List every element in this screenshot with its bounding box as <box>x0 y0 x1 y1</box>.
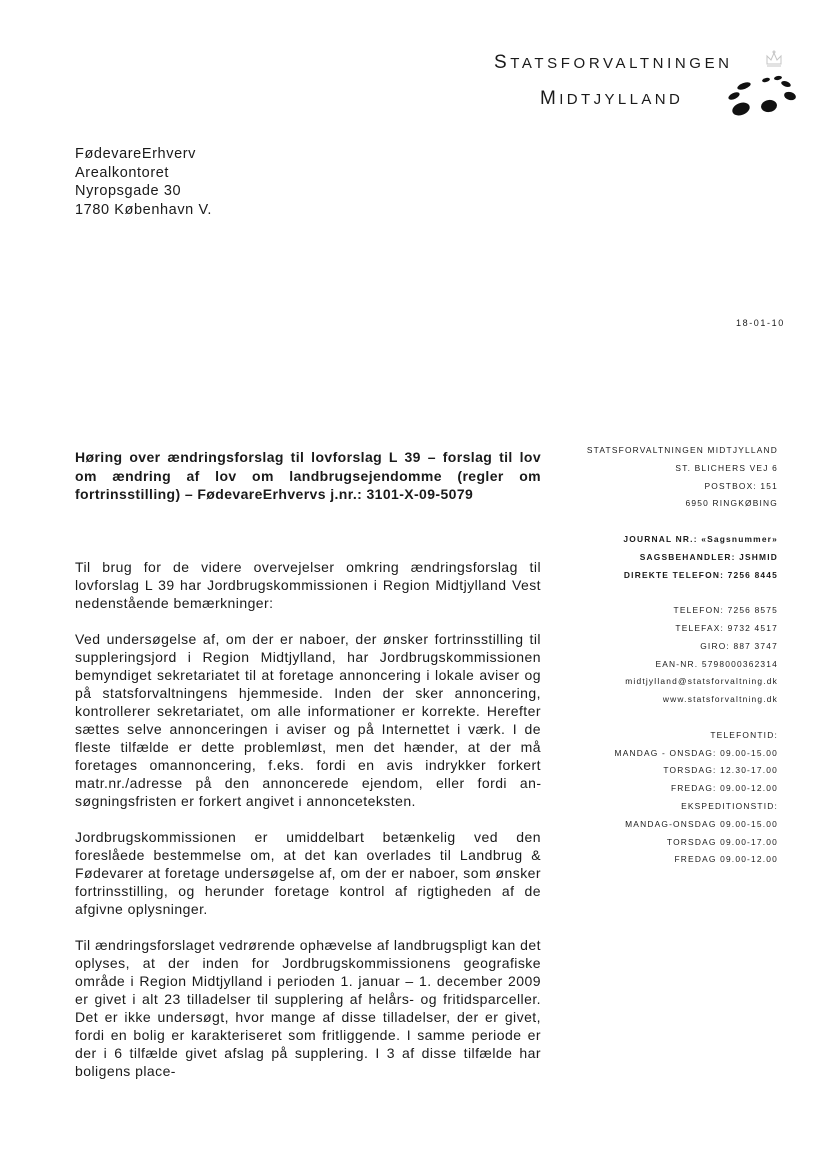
phone-hours-title: TELEFONTID: <box>710 729 778 740</box>
recipient-line: Nyropsgade 30 <box>75 183 182 199</box>
recipient-address <box>75 145 212 219</box>
office-hours-mon-wed: MANDAG-ONSDAG 09.00-15.00 <box>625 818 778 829</box>
spacer <box>518 513 778 531</box>
letterhead-line-1-rest: TATSFORVALTNINGEN <box>510 55 733 72</box>
spacer <box>518 584 778 602</box>
sender-street: ST. BLICHERS VEJ 6 <box>675 462 778 473</box>
crown-icon <box>764 50 784 68</box>
office-hours-title: EKSPEDITIONSTID: <box>681 800 778 811</box>
letter-subject: Høring over ændringsforslag til lovforslag L 39 – forslag til lov om ændring af lov om landbrugsejendomme (regler om fortrinsstilling) – FødevareErhvervs j.nr.: 3101-X-09-5079 <box>75 449 541 502</box>
letter-body <box>75 558 541 1098</box>
body-paragraph: Ved undersøgelse af, om der er naboer, der ønsker fortrinsstilling til suppleringsjord i Region Midtjylland, har Jordbrugskommissionen bemyndiget sekretariatet til at foretage annoncering i lokale aviser og på statsforvaltningens hjemmeside. Inden der sker annoncering, kontrollerer sekretariatet, om alle informationer er korrekte. Herefter sættes selve annonceringen i aviser og på Internettet i værk. I de fleste tilfælde er dette problemløst, men det hænder, at der må foretages omannoncering, f.eks. fordi en avis indrykker forkert matr.nr./adresse på den annoncerede ejendom, eller fordi ansøgningsfristen er forkert angivet i annonceteksten. <box>75 631 541 809</box>
letter-date: 18-01-10 <box>736 318 785 328</box>
website-link[interactable]: www.statsforvaltning.dk <box>662 694 778 705</box>
body-paragraph: Til brug for de videre overvejelser omkring ændringsforslag til lovforslag L 39 har Jordbrugskommissionen i Region Midtjylland Vest nedenstående bemærkninger: <box>75 559 541 611</box>
dots-logo-icon <box>722 74 800 120</box>
phone-hours-thu: TORSDAG: 12.30-17.00 <box>663 765 778 776</box>
body-paragraph: Til ændringsforslaget vedrørende ophævelse af landbrugspligt kan det oplyses, at der inden for Jordbrugskommissionens geografiske område i Region Midtjylland i perioden 1. januar – 1. december 2009 er givet i alt 23 tilladelser til supplering af helårs- og fritidsparceller. Det er ikke undersøgt, hvor mange af disse tilladelser, der er givet, fordi en bolig er karakteriseret som fritliggende. I samme periode er der i 6 tilfælde givet afslag på supplering. I 3 af disse tilfælde har boligens place- <box>75 937 541 1079</box>
letterhead-line-2 <box>540 88 683 110</box>
giro: GIRO: 887 3747 <box>700 640 778 651</box>
caseworker: SAGSBEHANDLER: JSHMID <box>639 551 778 562</box>
letterhead-line-2-cap: M <box>540 88 560 109</box>
sender-city: 6950 RINGKØBING <box>685 498 778 509</box>
recipient-line: 1780 København V. <box>75 201 213 218</box>
journal-number: JOURNAL NR.: «Sagsnummer» <box>623 533 778 544</box>
letterhead-line-1 <box>494 52 733 74</box>
recipient-line: Arealkontoret <box>75 164 170 181</box>
sender-org-name: STATSFORVALTNINGEN MIDTJYLLAND <box>586 445 778 455</box>
phone-hours-mon-wed: MANDAG - ONSDAG: 09.00-15.00 <box>614 747 778 758</box>
spacer <box>518 709 778 727</box>
direct-phone: DIREKTE TELEFON: 7256 8445 <box>623 569 778 580</box>
recipient-line: FødevareErhverv <box>75 146 197 162</box>
fax: TELEFAX: 9732 4517 <box>675 622 778 633</box>
email-link[interactable]: midtjylland@statsforvaltning.dk <box>625 676 778 687</box>
phone-hours-fri: FREDAG: 09.00-12.00 <box>670 783 778 794</box>
body-paragraph: Jordbrugskommissionen er umiddelbart betænkelig ved den foreslåede bestemmelse om, at det kan overlades til Landbrug & Fødevarer at foretage undersøgelse af, om der er naboer, som ønsker fortrinsstilling, og herunder foretage kontrol af rigtigheden af de afgivne oplysninger. <box>75 829 541 917</box>
ean-number: EAN-NR. 5798000362314 <box>655 658 778 669</box>
sender-postbox: POSTBOX: 151 <box>704 480 778 491</box>
phone: TELEFON: 7256 8575 <box>673 605 778 616</box>
sender-info-sidebar <box>518 442 778 869</box>
office-hours-fri: FREDAG 09.00-12.00 <box>674 854 778 865</box>
letterhead-line-2-rest: IDTJYLLAND <box>559 91 684 108</box>
letterhead-line-1-cap: S <box>494 52 511 73</box>
office-hours-thu: TORSDAG 09.00-17.00 <box>666 836 778 847</box>
